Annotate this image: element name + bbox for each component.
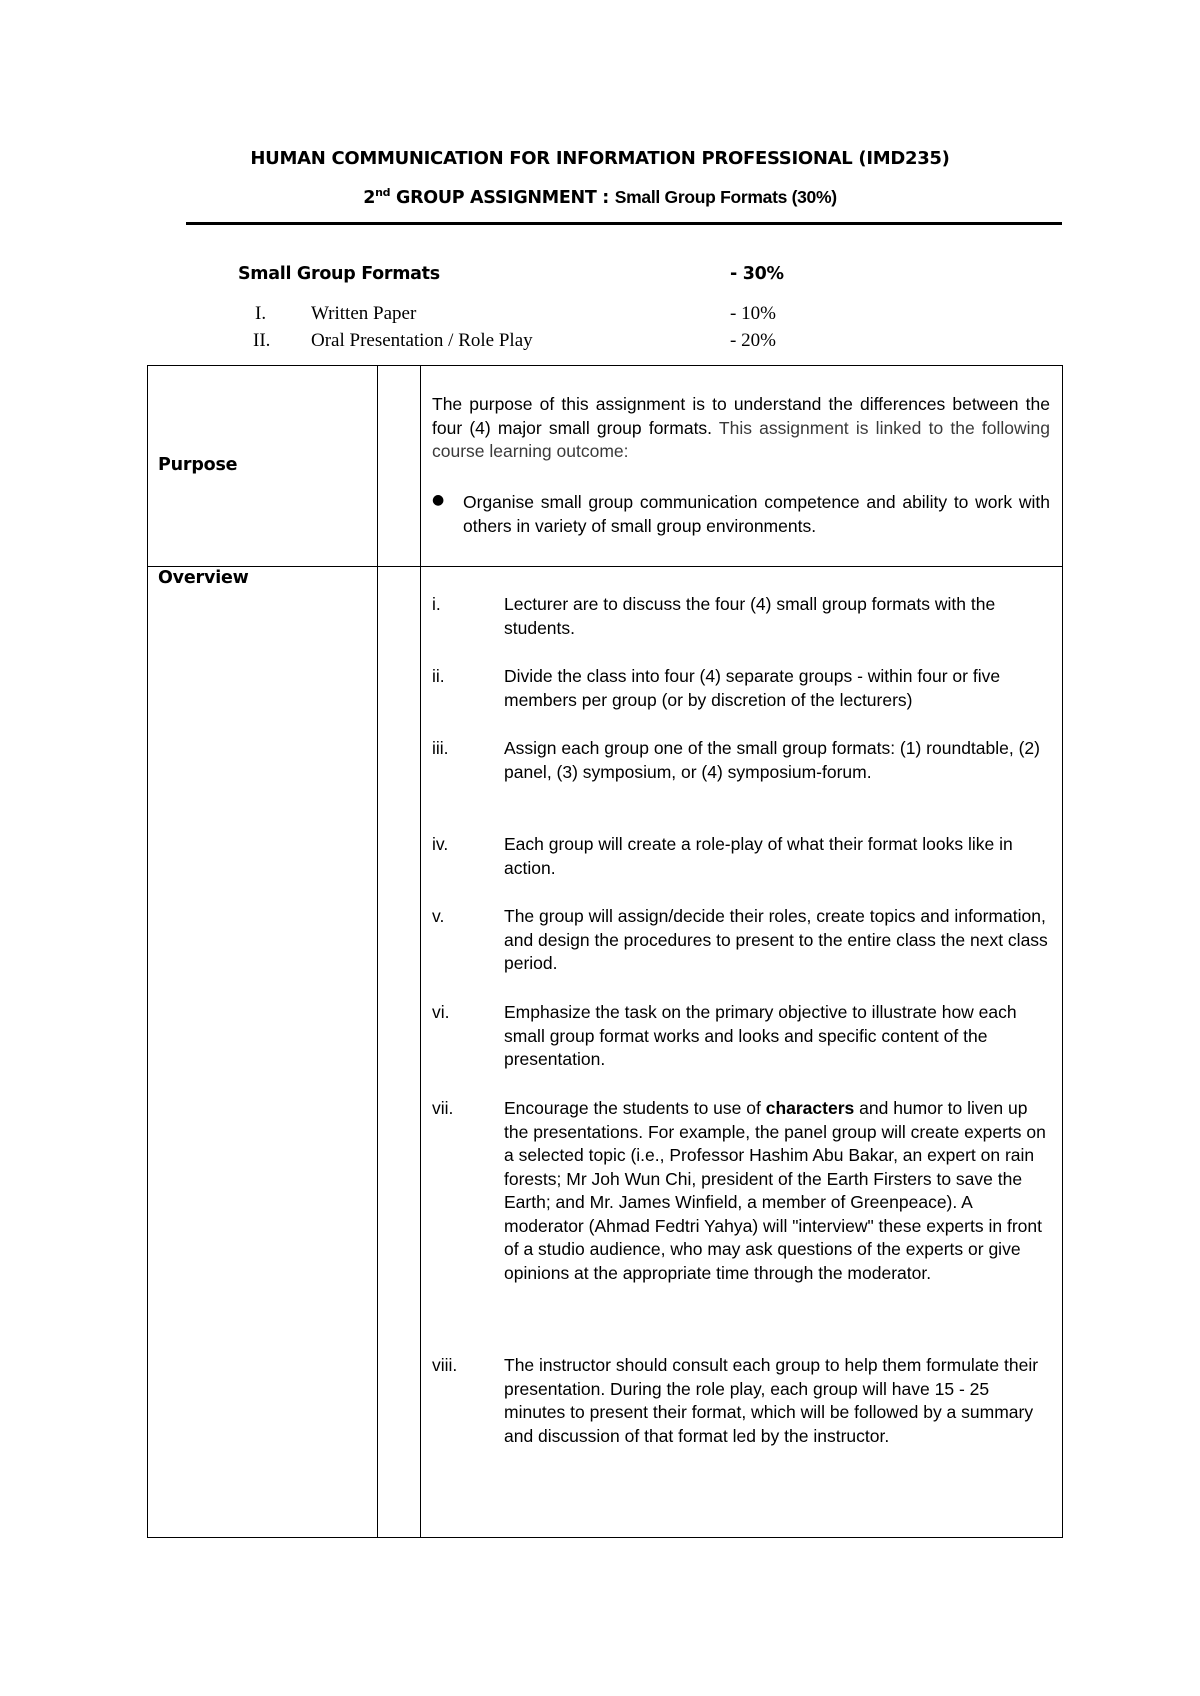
table-row-divider [147,566,1063,567]
overview-label: Overview [158,568,249,588]
marks-heading-value: - 30% [730,264,784,284]
table-column-divider [377,365,378,1538]
overview-item-number: viii. [432,1355,458,1375]
marks-item-value: - 20% [730,330,776,351]
overview-item-number: vi. [432,1002,450,1022]
purpose-bullet: Organise small group communication competence and ability to work with others in variety of small group environments. [463,492,1050,536]
overview-item-text: Lecturer are to discuss the four (4) small group formats with the students. [504,594,996,638]
overview-item-text: Divide the class into four (4) separate groups - within four or five members per group (or by discretion of the lecturers) [504,666,1001,710]
overview-item-text: Emphasize the task on the primary objective to illustrate how each small group format works and looks and specific content of the presentation. [504,1002,1017,1069]
table-border-bottom [147,1537,1063,1538]
overview-item-number: iv. [432,834,449,854]
subtitle-ordinal: 2 [363,188,376,208]
document-title: HUMAN COMMUNICATION FOR INFORMATION PROFESSIONAL (IMD235) [250,148,950,169]
table-border-top [147,365,1063,366]
purpose-text [432,393,1050,464]
purpose-label: Purpose [158,455,238,475]
purpose-text-part: This assignment is linked to the following course learning outcome: [432,417,1050,461]
marks-item-value: - 10% [730,303,776,324]
subtitle-superscript: nd [375,186,391,199]
overview-item-number: iii. [432,738,449,758]
overview-item-text: Each group will create a role-play of what their format looks like in action. [504,834,1013,878]
subtitle-main: GROUP ASSIGNMENT : [390,188,615,208]
title-rule [186,222,1062,225]
table-column-divider [420,365,421,1538]
overview-item-text [504,1097,1052,1285]
overview-item-text: The group will assign/decide their roles, create topics and information, and design the procedures to present to the entire class the next class period. [504,906,1048,973]
marks-heading-label: Small Group Formats [238,264,440,284]
overview-item-text: Assign each group one of the small group formats: (1) roundtable, (2) panel, (3) symposium, or (4) symposium-forum. [504,738,1040,782]
document-subtitle [0,186,1200,208]
overview-item-number: vii. [432,1098,454,1118]
overview-item-number: v. [432,906,445,926]
overview-item-text-part: and humor to liven up the presentations. For example, the panel group will create experts on a selected topic (i.e., Professor Hashim Abu Bakar, an expert on rain forests; Mr Joh Wun Chi, president of the Earth Firsters to save the Earth; and Mr. James Winfield, a member of Greenpeace). A moderator (Ahmad Fedtri Yahya) will "interview" these experts in front of a studio audience, who may ask questions of the experts or give opinions at the appropriate time through the moderator. [504,1098,1046,1283]
subtitle-topic: Small Group Formats (30%) [614,187,837,207]
table-border-left [147,365,148,1538]
overview-item-emphasis: characters [765,1098,855,1118]
bullet-icon: ● [432,492,445,508]
overview-item-text-part: Encourage the students to use of [504,1098,766,1118]
marks-item-number: II. [253,330,271,351]
overview-item-text: The instructor should consult each group to help them formulate their presentation. During the role play, each group will have 15 - 25 minutes to present their format, which will be followed by a summary and discussion of that format led by the instructor. [504,1355,1039,1446]
purpose-text-part: The purpose of this assignment is to understand the differences between the four (4) major small group formats. [432,394,1050,438]
marks-item-number: I. [255,303,267,324]
overview-item-number: ii. [432,666,445,686]
marks-item-label: Written Paper [311,303,417,324]
overview-item-number: i. [432,594,441,614]
table-border-right [1062,365,1063,1538]
marks-item-label: Oral Presentation / Role Play [311,330,533,351]
